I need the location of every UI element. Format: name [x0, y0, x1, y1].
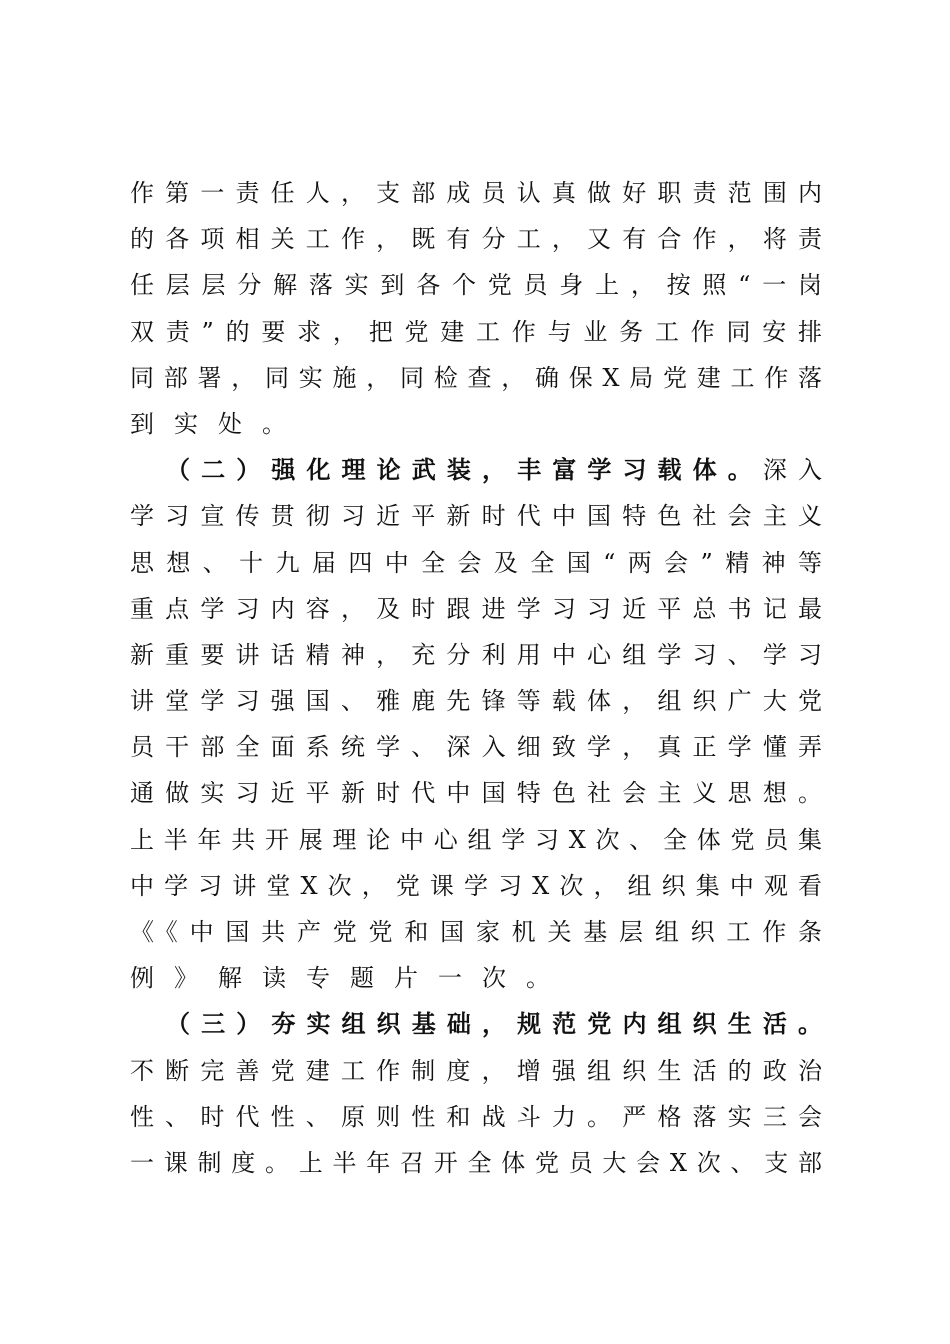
- section-heading: （三）夯实组织基础，规范党内组织生活。: [166, 1010, 822, 1039]
- text-line: 重点学习内容，及时跟进学习习近平总书记最: [130, 594, 822, 623]
- heading-tail-text: 深入: [762, 456, 823, 485]
- text-line: 到实处。: [130, 409, 306, 438]
- text-line: 员干部全面系统学、深入细致学，真正学懂弄: [130, 733, 822, 762]
- text-line: 新重要讲话精神，充分利用中心组学习、学习: [130, 640, 822, 669]
- heading-line: [130, 447, 822, 493]
- text-line: 上半年共开展理论中心组学习X次、全体党员集: [130, 825, 822, 854]
- text-line: 思想、十九届四中全会及全国“两会”精神等: [130, 548, 822, 577]
- text-line: 同部署，同实施，同检查，确保X局党建工作落: [130, 363, 822, 392]
- text-line: 学习宣传贯彻习近平新时代中国特色社会主义: [130, 502, 822, 531]
- text-line: 一课制度。上半年召开全体党员大会X次、支部: [130, 1148, 822, 1177]
- text-line: 讲堂学习强国、雅鹿先锋等载体，组织广大党: [130, 687, 822, 716]
- text-line: 的各项相关工作，既有分工，又有合作，将责: [130, 225, 822, 254]
- text-line: 《《中国共产党党和国家机关基层组织工作条: [130, 918, 822, 946]
- text-line: 例》解读专题片一次。: [130, 964, 570, 993]
- document-page: [130, 170, 822, 1186]
- text-line: 中学习讲堂X次，党课学习X次，组织集中观看: [130, 871, 822, 900]
- text-line: 性、时代性、原则性和战斗力。严格落实三会: [130, 1102, 822, 1131]
- section-heading: （二）强化理论武装，丰富学习载体。: [166, 456, 763, 485]
- paragraph-theory-study: [130, 447, 822, 1001]
- text-line: 任层层分解落实到各个党员身上，按照“一岗: [130, 271, 822, 300]
- text-line: 作第一责任人，支部成员认真做好职责范围内: [130, 179, 822, 207]
- text-line: 不断完善党建工作制度，增强组织生活的政治: [130, 1056, 822, 1085]
- paragraph-responsibility: [130, 170, 822, 447]
- text-line: 双责”的要求，把党建工作与业务工作同安排: [130, 317, 822, 346]
- paragraph-organization: [130, 1001, 822, 1186]
- text-line: 通做实习近平新时代中国特色社会主义思想。: [130, 779, 822, 808]
